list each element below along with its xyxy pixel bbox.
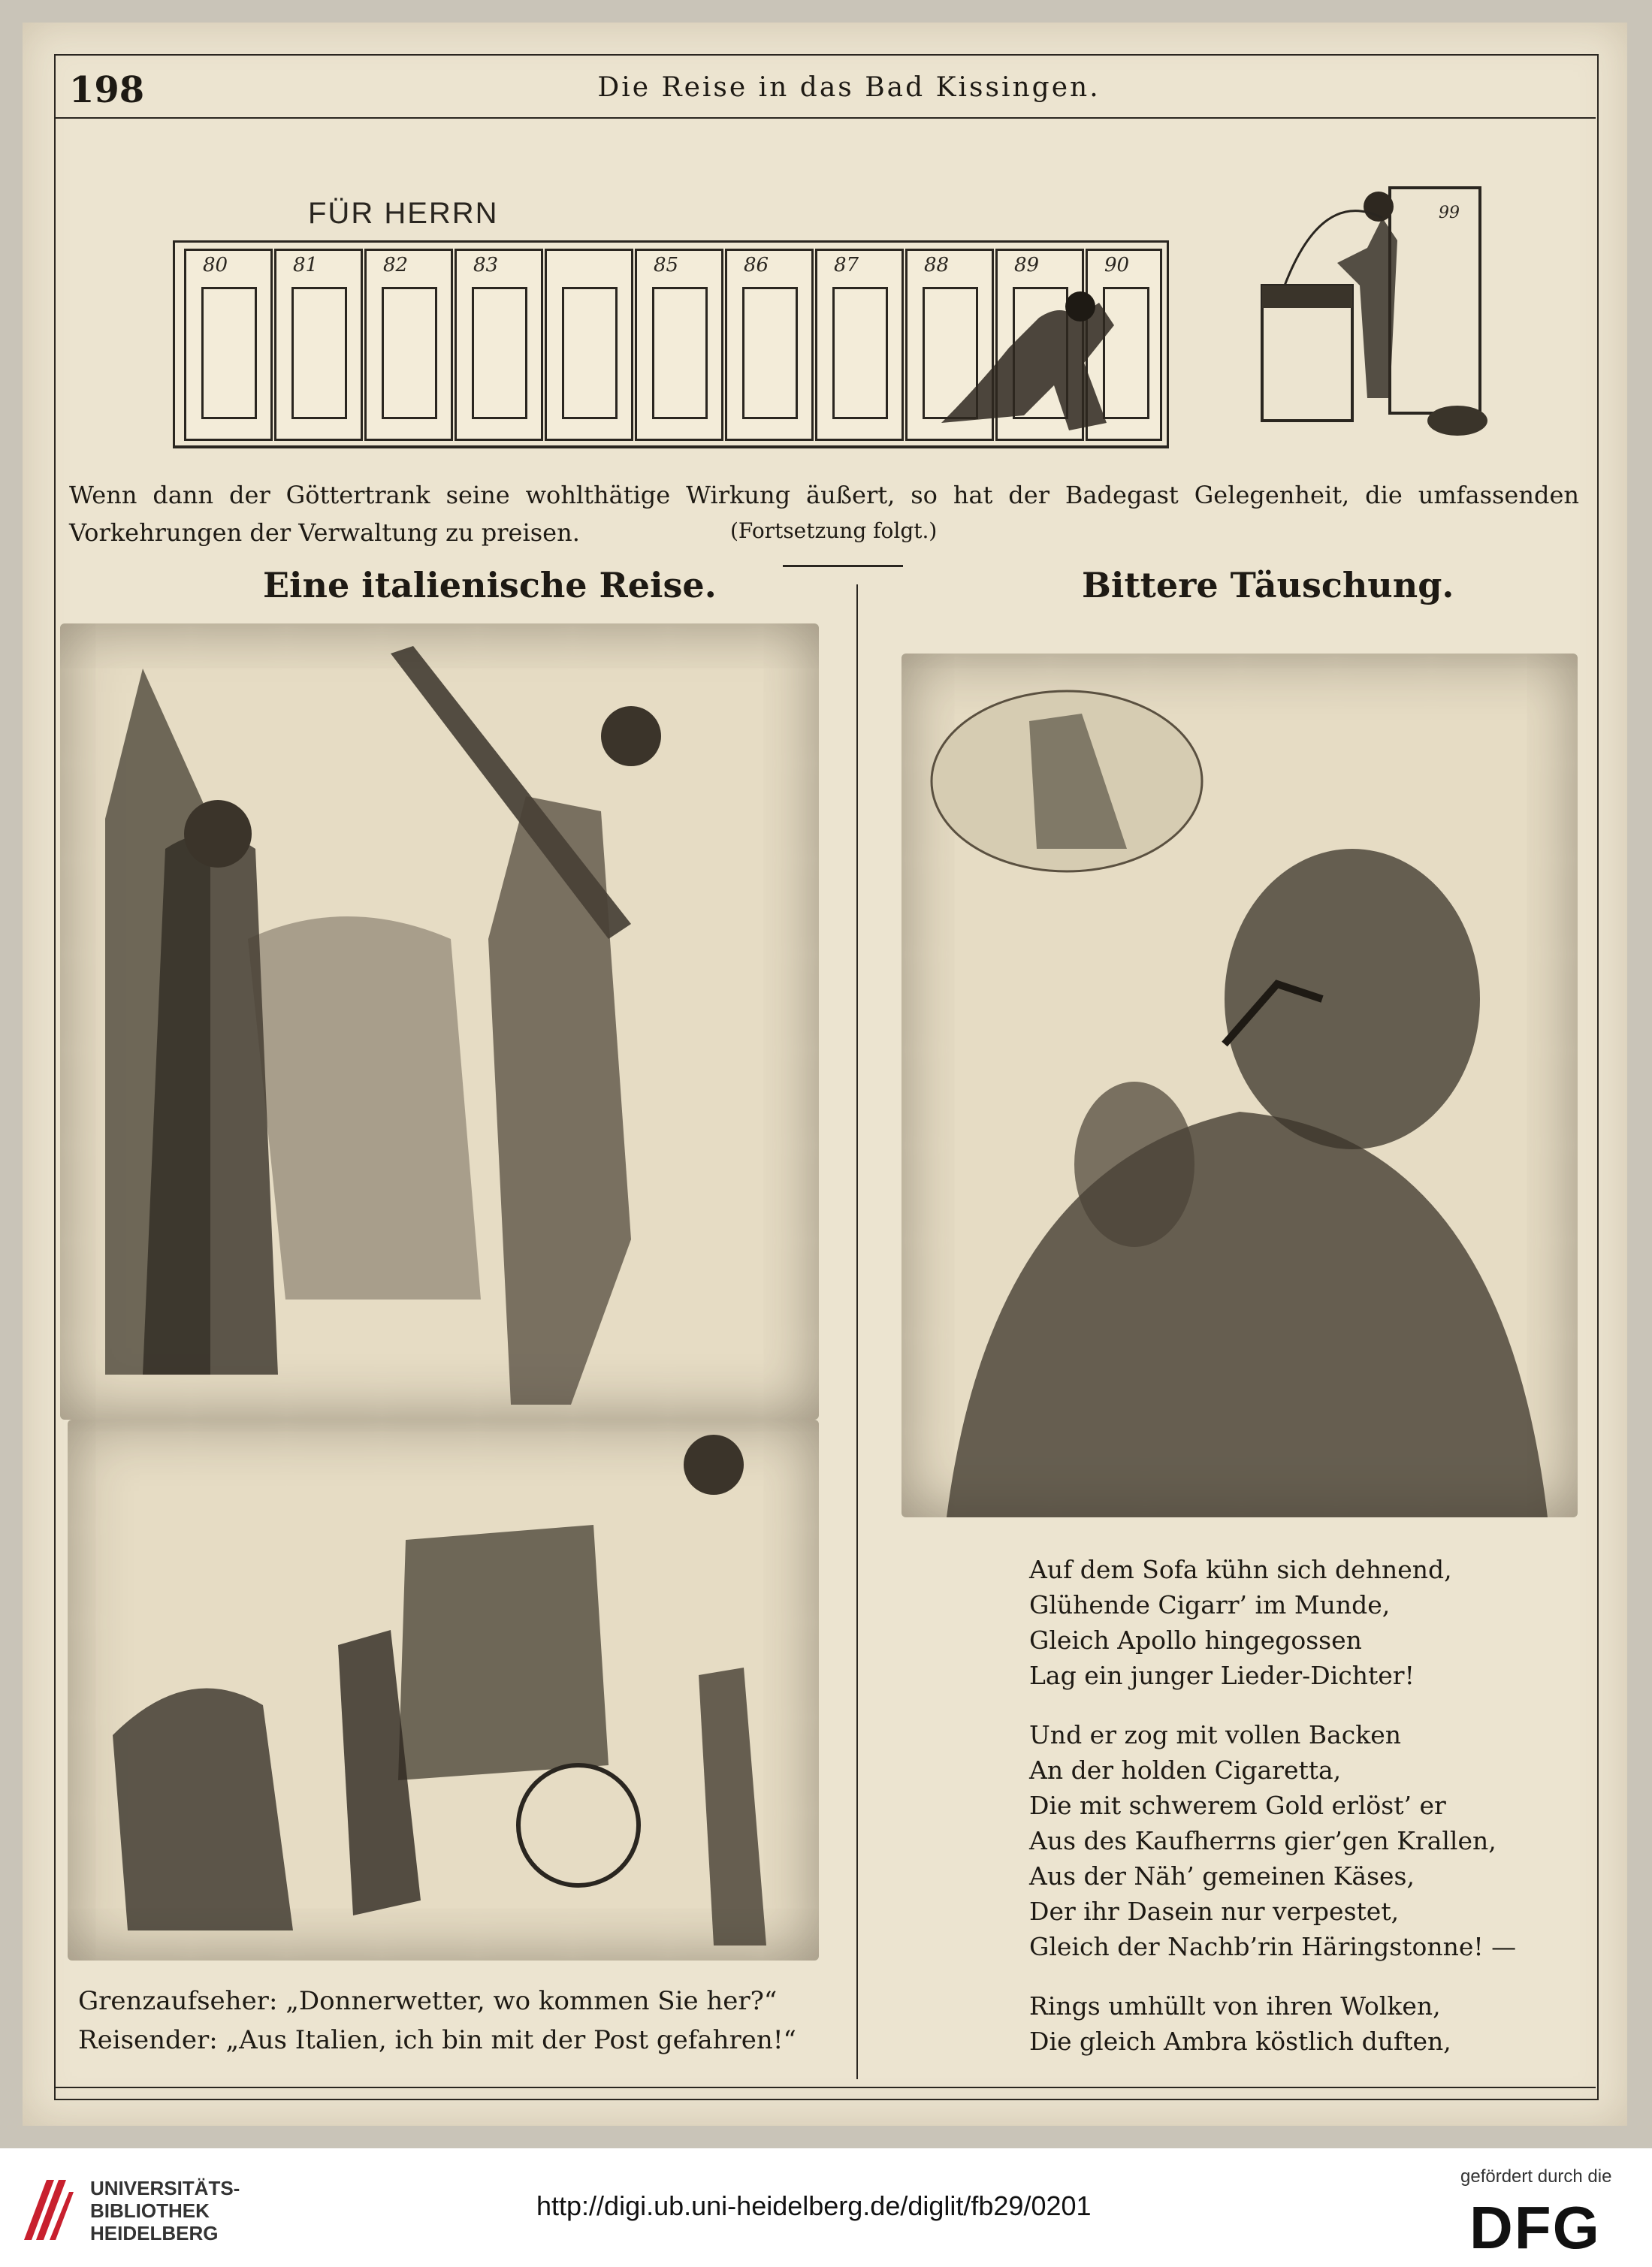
top-caption: Wenn dann der Göttertrank seine wohlthätige Wirkung äußert, so hat der Badegast Gelegenheit, die umfassenden Vorkehrungen der Verwaltung zu preisen.: [69, 481, 1579, 547]
door-panel: [382, 287, 437, 419]
door-panel: [472, 287, 527, 419]
door-panel: [742, 287, 798, 419]
door-panel: [291, 287, 347, 419]
cabin-door: [274, 249, 363, 441]
poem-line: Die gleich Ambra köstlich duften,: [1029, 2027, 1451, 2056]
door-number: 82: [383, 254, 409, 276]
door-number: 81: [293, 254, 319, 276]
cabin-sign: FÜR HERRN: [308, 197, 499, 230]
poet-smoking-engraving: [902, 654, 1578, 1517]
running-title: Die Reise in das Bad Kissingen.: [597, 72, 1101, 103]
poem-line: Glühende Cigarr’ im Munde,: [1029, 1590, 1391, 1620]
poem-line: Gleich Apollo hingegossen: [1029, 1626, 1362, 1655]
door-panel: [201, 287, 257, 419]
left-article-caption: [78, 1982, 796, 2060]
poem-line: Auf dem Sofa kühn sich dehnend,: [1029, 1555, 1452, 1584]
cabin-door: [545, 249, 633, 441]
library-logo-icon: [20, 2175, 75, 2244]
door-number: 86: [744, 254, 769, 276]
bottom-rule: [54, 2087, 1596, 2088]
poem-line: Aus des Kaufherrns gier’gen Krallen,: [1029, 1826, 1496, 1855]
dfg-logo: DFG: [1469, 2194, 1601, 2261]
cabin-door: [184, 249, 273, 441]
door-number: 89: [1014, 254, 1040, 276]
italy-traveller-engraving: [60, 623, 819, 1420]
door-number: 80: [203, 254, 228, 276]
poem-line: Lag ein junger Lieder-Dichter!: [1029, 1661, 1415, 1690]
cabin-door: [725, 249, 814, 441]
poem-line: Und er zog mit vollen Backen: [1029, 1720, 1402, 1749]
section-rule: [783, 565, 903, 567]
cabin-door: [815, 249, 904, 441]
caption-line: Grenzaufseher: „Donnerwetter, wo kommen Sie her?“: [78, 1986, 778, 2016]
right-article-title: Bittere Täuschung.: [1082, 565, 1454, 605]
poem-stanza: [1029, 1717, 1516, 1964]
poem-stanza: [1029, 1552, 1516, 1693]
header-rule: [54, 117, 1596, 119]
door-panel: [652, 287, 708, 419]
poem: [1029, 1552, 1516, 2083]
door-number: 85: [654, 254, 679, 276]
door-number: 88: [924, 254, 950, 276]
poem-line: Rings umhüllt von ihren Wolken,: [1029, 1991, 1441, 2021]
poem-line: Der ihr Dasein nur verpestet,: [1029, 1897, 1400, 1926]
left-article-title: Eine italienische Reise.: [263, 565, 717, 605]
side-door-number: 99: [1439, 204, 1460, 222]
running-guest-figure: [911, 273, 1137, 445]
cabin-door: [364, 249, 453, 441]
page-number: 198: [69, 69, 145, 111]
library-name: [90, 2177, 240, 2244]
bath-cabins-illustration: [173, 240, 1169, 448]
permalink-url[interactable]: http://digi.ub.uni-heidelberg.de/diglit/fb29/0201: [536, 2190, 1092, 2221]
library-name-line: HEIDELBERG: [90, 2222, 219, 2244]
door-number: 87: [834, 254, 859, 276]
cabin-door: [635, 249, 723, 441]
column-divider: [856, 584, 858, 2079]
library-name-line: UNIVERSITÄTS-: [90, 2177, 240, 2199]
footer-band: [0, 2148, 1652, 2267]
door-number: 90: [1104, 254, 1130, 276]
caption-line: Reisender: „Aus Italien, ich bin mit der Post gefahren!“: [78, 2025, 796, 2055]
attendant-illustration: [1255, 173, 1495, 443]
library-name-line: BIBLIOTHEK: [90, 2199, 210, 2222]
scanned-page: [23, 23, 1627, 2126]
funded-by-label: gefördert durch die: [1460, 2166, 1612, 2187]
door-panel: [832, 287, 888, 419]
poem-line: Aus der Näh’ gemeinen Käses,: [1029, 1861, 1415, 1891]
door-number: 83: [473, 254, 499, 276]
stagecoach-engraving: [68, 1420, 819, 1961]
poem-line: An der holden Cigaretta,: [1029, 1755, 1342, 1785]
poem-line: Die mit schwerem Gold erlöst’ er: [1029, 1791, 1446, 1820]
door-panel: [562, 287, 618, 419]
poem-stanza: [1029, 1988, 1516, 2059]
poem-line: Gleich der Nachb’rin Häringstonne! —: [1029, 1932, 1517, 1961]
continued-note: (Fortsetzung folgt.): [730, 518, 938, 543]
cabin-door: [455, 249, 543, 441]
